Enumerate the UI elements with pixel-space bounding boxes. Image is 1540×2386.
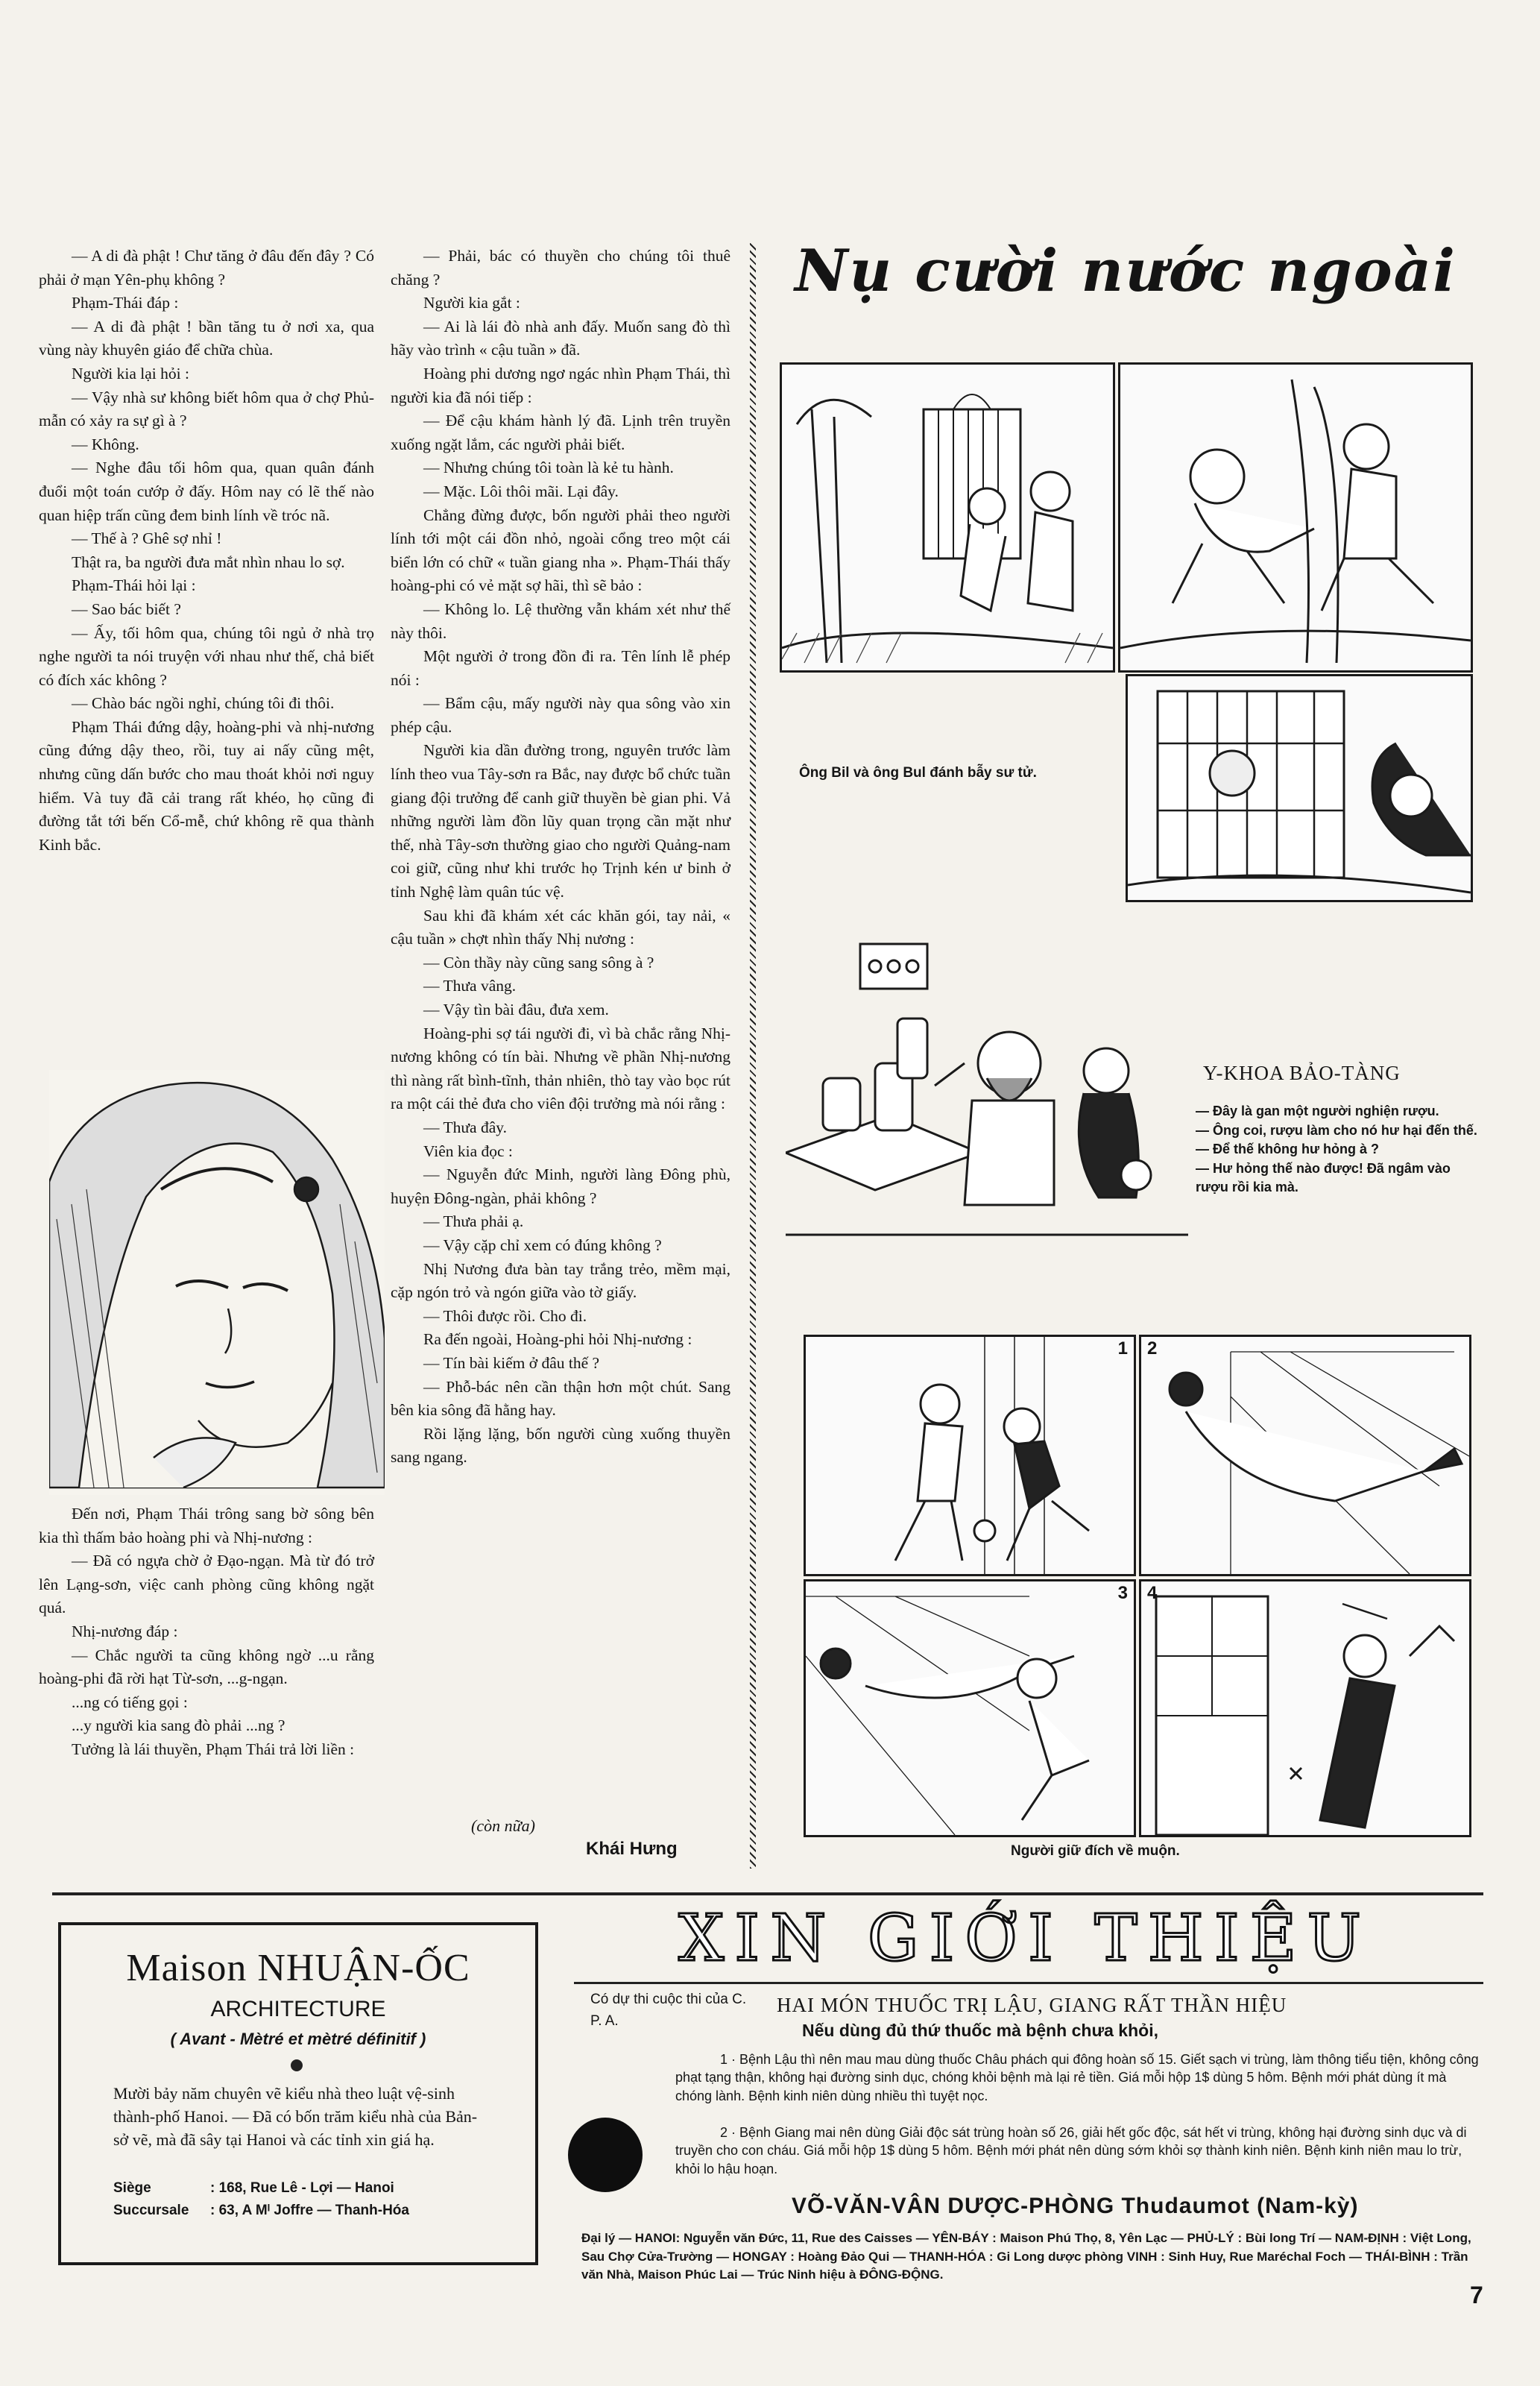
story-paragraph: Tưởng là lái thuyền, Phạm Thái trả lời liền : (72, 1740, 355, 1758)
ad2-pharmacy: VÕ-VĂN-VÂN DƯỢC-PHÒNG Thudaumot (Nam-kỳ) (792, 2194, 1359, 2218)
story-paragraph: — Nghe đâu tối hôm qua, quan quân đánh đuổi một toán cướp ở đấy. Hôm nay có lẽ thế nào quan hiệp trấn cũng đem binh lính về tróc nã. (39, 459, 374, 524)
panel-number-4: 4 (1147, 1583, 1158, 1603)
comic1-caption: Ông Bil và ông Bul đánh bẫy sư tử. (799, 765, 1037, 781)
story-paragraph: — Thưa vâng. (423, 977, 517, 995)
story-paragraph: Đến nơi, Phạm Thái trông sang bờ sông bên kia thì thấm bảo hoàng phi và Nhị-nương : (39, 1505, 374, 1546)
footballers-drawing (806, 1337, 1134, 1574)
story-paragraph: — Vậy tìn bài đâu, đưa xem. (423, 1001, 609, 1019)
story-paragraph: Rồi lặng lặng, bốn người cùng xuống thuyền sang ngang. (391, 1424, 730, 1467)
ad1-title: Maison NHUẬN-ỐC (126, 1947, 470, 1989)
story-col1-bottom (39, 1502, 374, 1762)
comic3-panel2 (1139, 1335, 1471, 1576)
story-paragraph: — Thưa đây. (423, 1118, 507, 1136)
story-paragraph: — Còn thầy này cũng sang sông à ? (423, 953, 654, 972)
ad2-title: XIN GIỚI THIỆU (678, 1901, 1372, 1976)
panel-number-1: 1 (1117, 1338, 1128, 1359)
panel-number-3: 3 (1117, 1583, 1128, 1603)
story-paragraph: — Chắc người ta cũng không ngờ ...u rằng hoàng-phi đã rời hạt Từ-sơn, ...g-ngạn. (39, 1646, 374, 1688)
continued-note: (còn nữa) (471, 1816, 535, 1835)
ad1-siege-label: Siège (113, 2180, 151, 2196)
story-paragraph: Hoàng phi dương ngơ ngác nhìn Phạm Thái, thì người kia đã nói tiếp : (391, 364, 730, 406)
story-paragraph: Viên kia đọc : (423, 1142, 513, 1160)
story-paragraph: Phạm Thái đứng dậy, hoàng-phi và nhị-nương cũng đứng dậy theo, rồi, tuy ai nấy cũng mệt, nhưng cũng dấn bước cho mau thoát khỏi nơi nguy hiểm. Và tuy đã cải trang rất khéo, họ cũng đi đường tắt tới bến Cổ-mễ, chứ không rẽ qua thành Kinh bắc. (39, 717, 374, 854)
story-paragraph: — Mặc. Lôi thôi mãi. Lại đây. (423, 482, 619, 500)
ad2-item2: 2 · Bệnh Giang mai nên dùng Giải độc sát trùng hoàn số 26, giải hết gốc độc, sát hết vi trùng, không hại đường sinh dục và di truyền cho con cháu. Giá mỗi hộp 1$ dùng 5 hôm. Bệnh mới phát nên dùng sớm khỏi sợ thành kinh niên. Bệnh kinh niên mau lo trừ, khỏi lo hậu hoạn. (675, 2125, 1467, 2176)
story-paragraph: Sau khi đã khám xét các khăn gói, tay nải, « cậu tuần » chợt nhìn thấy Nhị nương : (391, 906, 730, 948)
comic3-panel3 (804, 1579, 1136, 1837)
comic3-panel1 (804, 1335, 1136, 1576)
page-number: 7 (1470, 2282, 1483, 2308)
ad1-succ-label: Succursale (113, 2203, 189, 2218)
story-paragraph: — Để cậu khám hành lý đã. Lịnh trên truyền xuống ngặt lắm, các người phải biết. (391, 412, 730, 453)
author-name: Khái Hưng (586, 1839, 678, 1859)
ad1-succ-value: : 63, A Mᴵ Joffre — Thanh-Hóa (210, 2203, 409, 2218)
story-paragraph: — Chào bác ngồi nghỉ, chúng tôi đi thôi. (72, 694, 335, 713)
yk-line-3: — Để thế không hư hỏng à ? (1196, 1142, 1380, 1157)
comic1-panel1 (780, 362, 1115, 673)
diving-keeper-drawing (1141, 1337, 1469, 1574)
story-paragraph: Nhị Nương đưa bàn tay trắng trẻo, mềm mại, cặp ngón trỏ và ngón giữa vào tờ giấy. (391, 1259, 730, 1302)
keeper-swing-drawing (806, 1581, 1134, 1835)
story-paragraph: — Thưa phải ạ. (423, 1212, 524, 1231)
story-paragraph: — Sao bác biết ? (72, 599, 181, 618)
caged-men-lion-drawing (1128, 676, 1471, 900)
story-paragraph: Nhị-nương đáp : (72, 1622, 178, 1640)
woman-portrait-drawing (49, 1070, 385, 1495)
yk-line-1: — Đây là gan một người nghiện rượu. (1196, 1104, 1439, 1118)
ad1-bullet-icon (291, 2059, 303, 2071)
story-paragraph: Người kia dần đường trong, nguyên trước làm lính theo vua Tây-sơn ra Bắc, nay được bổ chức tuần giang đội trưởng để canh giữ thuyền bè gian phi. Vả những người làm đồn lũy quan trọng cần mặt như thế, nhà Tây-sơn thường giao cho người Quảng-nam coi giữ, cũng như khi trước họ Trịnh kén ư binh ở tỉnh Nghệ làm quân túc vệ. (391, 741, 730, 901)
story-paragraph: Thật ra, ba người đưa mắt nhìn nhau lo sợ. (72, 553, 345, 571)
yk-line-2: — Ông coi, rượu làm cho nó hư hại đến thế. (1196, 1122, 1477, 1138)
comic3-panel4 (1139, 1579, 1471, 1837)
story-paragraph: — Thế à ? Ghê sợ nhỉ ! (72, 529, 222, 548)
story-paragraph: Chẳng đừng được, bốn người phải theo người lính tới một cái đồn nhỏ, ngoài cổng treo một cái biển lớn có chữ « tuần giang nha ». Phạm-Thái thấy hoàng-phi có vẻ mặt sợ hãi, thì sẽ bảo : (391, 506, 730, 595)
ads-divider (52, 1892, 1483, 1895)
goal-door-drawing (1141, 1581, 1469, 1835)
story-paragraph: — Nguyễn đức Minh, người làng Đông phù, huyện Đông-ngàn, phải không ? (391, 1165, 730, 1207)
ad2-item1: 1 · Bệnh Lậu thì nên mau mau dùng thuốc Châu phách qui đông hoàn số 15. Giết sạch vi trùng, làm thông tiểu tiện, không công phạt tạng thận, không hại đường sinh dục, chóng khỏi bệnh mà lại rẻ tiền. Giá mỗi hộp 1$ dùng 5 hôm. Bệnh mới phát dùng ít mà chóng lành. Bệnh kinh niên dùng nhiều thì tuyệt nọc. (675, 2052, 1479, 2103)
ad1-subtitle: ARCHITECTURE (210, 1997, 386, 2021)
comic3-caption: Người giữ đích về muộn. (1011, 1843, 1180, 1859)
story-paragraph: Người kia gắt : (423, 294, 520, 312)
ad1-body: Mười bảy năm chuyên vẽ kiểu nhà theo luật vệ-sinh thành-phố Hanoi. — Đã có bốn trăm kiểu nhà của Bản-sở vẽ, mà đã sây tại Hanoi và các tỉnh xin giá hạ. (113, 2084, 478, 2150)
comic2-title: Y-KHOA BẢO-TÀNG (1203, 1062, 1401, 1084)
ad1-succursale (113, 2203, 409, 2219)
story-paragraph: ...ng có tiếng gọi : (72, 1693, 188, 1711)
story-paragraph: — Tín bài kiếm ở đâu thế ? (423, 1353, 600, 1372)
story-paragraph: — Thôi được rồi. Cho đi. (423, 1306, 587, 1325)
story-paragraph: — A di đà phật ! bần tăng tu ở nơi xa, qua vùng này khuyên giáo để chữa chùa. (39, 317, 374, 359)
story-paragraph: — Ai là lái đò nhà anh đấy. Muốn sang đò thì hãy vào trình « cậu tuần » đã. (391, 317, 730, 359)
pharmacy-ad (552, 1901, 1483, 2289)
story-paragraph: — Ấy, tối hôm qua, chúng tôi ngủ ở nhà trọ nghe người ta nói truyện với nhau như thế, chả biết có đích xác không ? (39, 623, 374, 689)
comics-header: Nụ cười nước ngoài (795, 237, 1457, 305)
running-men-drawing (1120, 365, 1471, 670)
ad1-siege (113, 2180, 394, 2197)
story-paragraph: Một người ở trong đồn đi ra. Tên lính lễ phép nói : (391, 647, 730, 689)
story-paragraph: Phạm-Thái đáp : (72, 294, 179, 312)
ad2-agents: Đại lý — HANOI: Nguyễn văn Đức, 11, Rue des Caisses — YÊN-BÁY : Maison Phú Thọ, 8, Yên Lạc — PHỦ-LÝ : Bùi long Trí — NAM-ĐỊNH : Việt Long, Sau Chợ Cửa-Trường — HONGAY : Hoàng Đảo Qui — THANH-HÓA : Gi Long dược phòng VINH : Sinh Huy, Rue Maréchal Foch — THÁI-BÌNH : Trần văn Nhà, Maison Phúc Lai — Trúc Ninh hiệu à ĐÔNG-ĐỘNG. (581, 2231, 1471, 2282)
comic1-panel2 (1118, 362, 1473, 673)
panel-number-2: 2 (1147, 1338, 1158, 1359)
comic1-panel3 (1126, 674, 1473, 902)
yk-line-4: — Hư hỏng thế nào được! Đã ngâm vào rượu rồi kia mà. (1196, 1160, 1451, 1195)
comic2-drawing (786, 929, 1188, 1242)
story-paragraph: — Phải, bác có thuyền cho chúng tôi thuê chăng ? (391, 247, 730, 289)
story-paragraph: Hoàng-phi sợ tái người đi, vì bà chắc rằng Nhị-nương không có tín bài. Nhưng về phần Nhị-nương thì nàng rất bình-tĩnh, thản nhiên, thò tay vào bọc rút ra một cái thẻ đưa cho viên đội trưởng mà nói rằng : (391, 1024, 730, 1113)
story-paragraph: ...y người kia sang đò phải ...ng ? (72, 1716, 285, 1735)
museum-jars-drawing (786, 929, 1188, 1242)
story-paragraph: — Không lo. Lệ thường vẫn khám xét như thế này thôi. (391, 599, 730, 642)
story-paragraph: Người kia lại hỏi : (72, 364, 189, 383)
story-paragraph: — Phỗ-bác nên cần thận hơn một chút. Sang bên kia sông đã hằng hay. (391, 1377, 730, 1420)
ad2-headline: HAI MÓN THUỐC TRỊ LẬU, GIANG RẤT THẦN HIỆU (777, 1994, 1287, 2016)
ad2-title-rule (574, 1982, 1483, 1984)
story-paragraph: — A di đà phật ! Chư tăng ở đâu đến đây ? Có phải ở mạn Yên-phụ không ? (39, 247, 374, 289)
nhuan-oc-ad (58, 1922, 538, 2265)
story-paragraph: — Không. (72, 435, 139, 453)
story-paragraph: — Vậy nhà sư không biết hôm qua ở chợ Phủ-mẫn có xảy ra sự gì à ? (39, 388, 374, 430)
ad1-siege-value: : 168, Rue Lê - Lợi — Hanoi (210, 2180, 394, 2196)
story-paragraph: — Đã có ngựa chờ ở Đạo-ngạn. Mà từ đó trở lên Lạng-sơn, việc canh phòng cũng không ngặt quá. (39, 1552, 374, 1617)
comic2-dialog (1196, 1102, 1479, 1197)
ad2-seal-icon (568, 2118, 643, 2192)
ad2-contest: Có dự thi cuộc thi của C. P. A. (590, 1992, 747, 2029)
story-paragraph: Ra đến ngoài, Hoàng-phi hỏi Nhị-nương : (423, 1330, 692, 1349)
story-col2 (391, 245, 730, 1470)
story-col1-top (39, 245, 374, 857)
trap-cage-drawing (782, 365, 1113, 670)
story-paragraph: — Vậy cặp chỉ xem có đúng không ? (423, 1236, 662, 1254)
ad1-services: ( Avant - Mètré et mètré définitif ) (170, 2030, 426, 2048)
story-paragraph: — Bẩm cậu, mấy người này qua sông vào xin phép cậu. (391, 694, 730, 736)
story-paragraph: Phạm-Thái hỏi lại : (72, 576, 196, 595)
story-paragraph: — Nhưng chúng tôi toàn là kẻ tu hành. (423, 459, 674, 477)
story-illustration (49, 1070, 385, 1495)
column-divider (750, 243, 756, 1869)
ad2-subhead: Nếu dùng đủ thứ thuốc mà bệnh chưa khỏi, (802, 2021, 1158, 2040)
